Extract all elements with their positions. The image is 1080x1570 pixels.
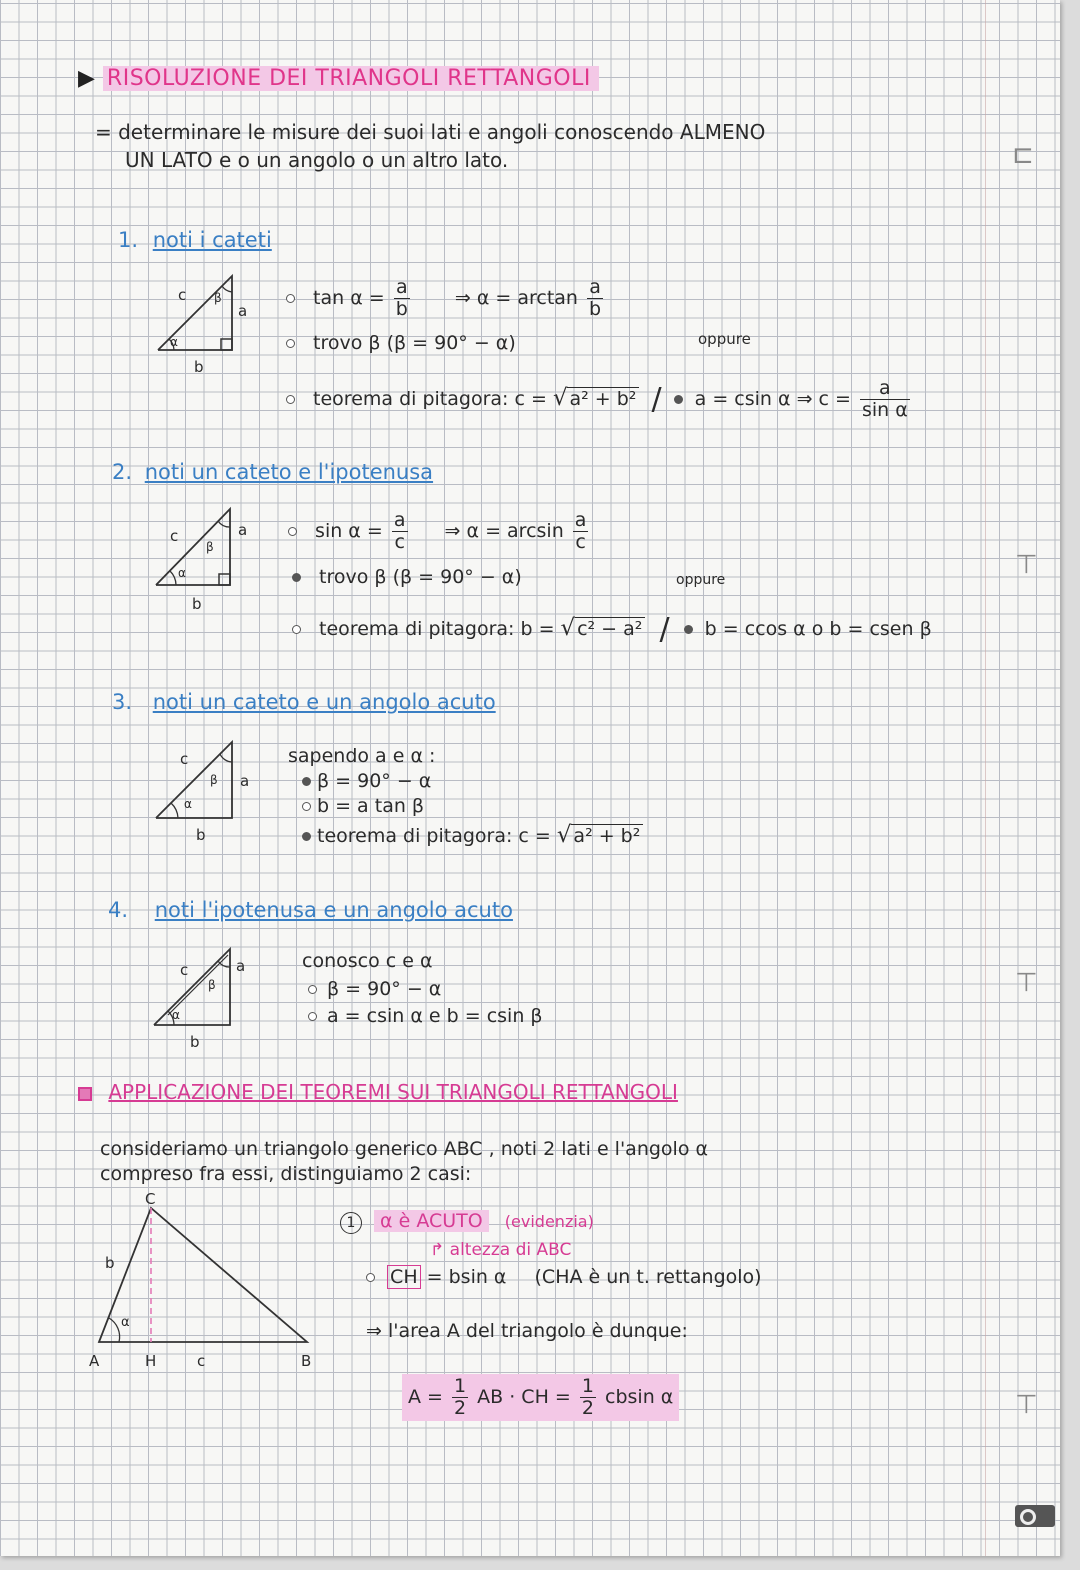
search-icon: [1015, 1505, 1055, 1527]
evidenzia-note: (evidenzia): [504, 1212, 594, 1231]
arctan-fraction: [587, 277, 603, 320]
a-b-formula: a = csin α e b = csin β: [327, 1005, 543, 1027]
arcsin-den: c: [575, 530, 586, 553]
case2-heading-text: noti un cateto e l'ipotenusa: [144, 460, 434, 484]
triangle-outline: [154, 949, 230, 1025]
case2-oppure: oppure: [676, 572, 726, 588]
label-c: c: [180, 961, 189, 979]
area-end: cbsin α: [605, 1385, 674, 1408]
case3-triangle-figure: [150, 740, 260, 850]
case1-pitagora-line: [286, 378, 913, 421]
label-b: b: [194, 358, 204, 376]
area-formula: [402, 1374, 679, 1421]
pitagora-radicand: a² + b²: [571, 824, 643, 847]
bullet-icon: [286, 294, 295, 303]
bullet-icon: [302, 802, 311, 811]
label-b: b: [192, 595, 202, 613]
bullet-icon: [286, 339, 295, 348]
altezza-text: altezza di ABC: [449, 1240, 572, 1260]
trovo-beta: trovo β (β = 90° − α): [319, 566, 522, 588]
section2-intro-1: consideriamo un triangolo generico ABC , noti 2 lati e l'angolo α: [100, 1138, 709, 1160]
tan-num: a: [394, 277, 410, 299]
sqrt-icon: √: [556, 822, 572, 848]
triangle-abc-outline: [99, 1208, 307, 1342]
bullet-icon: [302, 777, 311, 786]
beta-formula: β = 90° − α: [327, 978, 442, 1000]
half-num-2: 1: [581, 1375, 594, 1397]
binder-hole-mark: ⊤: [1015, 550, 1038, 580]
label-beta: β: [206, 540, 214, 554]
main-title-text: RISOLUZIONE DEI TRIANGOLI RETTANGOLI: [103, 66, 599, 91]
case2-triangle-figure: [150, 505, 260, 615]
binder-hole-mark: ⊤: [1015, 968, 1038, 998]
bullet-icon: [292, 625, 301, 634]
case2-trovo-line: [292, 566, 522, 588]
label-beta: β: [208, 978, 216, 992]
vertex-b: B: [301, 1352, 312, 1370]
alpha-arc: [109, 1318, 120, 1342]
case2-heading: [112, 460, 433, 484]
case1-triangle-figure: [150, 272, 260, 376]
case1-heading: [118, 228, 272, 252]
pitagora-radicand: a² + b²: [567, 387, 639, 410]
label-alpha: α: [170, 335, 178, 349]
case1-number: 1.: [118, 228, 139, 252]
area-intro-line: ⇒ l'area A del triangolo è dunque:: [366, 1320, 688, 1342]
play-triangle-icon: ▶: [78, 66, 96, 91]
trovo-beta: trovo β (β = 90° − α): [313, 332, 516, 354]
case4-line1: [308, 978, 441, 1000]
bullet-icon: [366, 1273, 375, 1282]
definition-line-1: = determinare le misure dei suoi lati e angoli conoscendo ALMENO: [95, 120, 766, 144]
bullet-icon: [674, 395, 683, 404]
tan-fraction: [394, 277, 410, 320]
tan-lhs: tan α =: [313, 286, 385, 309]
alpha-arc: [171, 803, 178, 818]
arctan-den: b: [589, 297, 602, 320]
label-b: b: [196, 826, 206, 844]
vertex-c: C: [145, 1190, 156, 1208]
alt-fraction: [860, 378, 910, 421]
bullet-icon: [288, 527, 297, 536]
case3-line3: [302, 822, 643, 848]
case3-number: 3.: [112, 690, 133, 714]
half-fraction-2: [580, 1376, 596, 1419]
b-formula: b = a tan β: [317, 795, 425, 817]
label-alpha: α: [178, 566, 186, 580]
case4-heading-text: noti l'ipotenusa e un angolo acuto: [154, 898, 513, 922]
sqrt-icon: √: [560, 615, 576, 641]
label-c: c: [170, 527, 179, 545]
case4-line2: [308, 1005, 543, 1027]
case3-intro: sapendo a e α :: [288, 745, 436, 767]
main-title: [78, 66, 599, 91]
case1-oppure: oppure: [698, 330, 751, 348]
case3-heading: [112, 690, 496, 714]
triangle-outline: [156, 742, 232, 818]
alt-formula: b = ccos α o b = csen β: [704, 618, 932, 640]
label-beta: β: [214, 291, 222, 305]
area-mid: AB · CH =: [477, 1385, 571, 1408]
label-alpha: α: [121, 1315, 130, 1330]
ch-formula: = bsin α: [426, 1266, 507, 1288]
circled-number: 1: [340, 1212, 362, 1234]
label-a: a: [236, 957, 246, 975]
sin-num: a: [393, 509, 406, 531]
case2-pitagora-line: [292, 612, 932, 647]
margin-line: [985, 0, 986, 1556]
tan-arrow: ⇒ α = arctan: [454, 286, 578, 309]
pitagora-lhs: teorema di pitagora: b =: [319, 618, 555, 640]
case1-heading-text: noti i cateti: [152, 228, 272, 252]
bullet-icon: [308, 1012, 317, 1021]
sin-lhs: sin α =: [315, 519, 383, 542]
right-angle-mark: [219, 574, 230, 585]
label-beta: β: [210, 773, 218, 787]
case1-trovo-line: [286, 332, 516, 354]
beta-arc: [222, 286, 232, 292]
label-c: c: [197, 1352, 206, 1370]
case1-tan-line: [286, 277, 606, 320]
binder-hole-mark: ⊤: [1015, 1390, 1038, 1420]
beta-arc: [220, 754, 232, 762]
alt-den: sin α: [861, 398, 908, 421]
half-fraction-1: [452, 1376, 468, 1419]
bullet-icon: [292, 573, 301, 582]
section2-title: [78, 1080, 678, 1104]
case2-sin-line: [288, 510, 591, 553]
cha-note: (CHA è un t. rettangolo): [534, 1266, 762, 1288]
area-a: A =: [408, 1385, 443, 1408]
definition-line-2: UN LATO e o un angolo o un altro lato.: [125, 148, 509, 172]
sin-arrow: ⇒ α = arcsin: [444, 519, 564, 542]
label-b: b: [105, 1254, 115, 1272]
beta-formula: β = 90° − α: [317, 770, 432, 792]
vertex-a: A: [89, 1352, 100, 1370]
label-alpha: α: [172, 1008, 180, 1022]
label-a: a: [240, 772, 250, 790]
label-a: a: [238, 302, 248, 320]
bullet-icon: [286, 395, 295, 404]
label-c: c: [180, 750, 189, 768]
case4-triangle-figure: [150, 945, 260, 1055]
section2-intro-2: compreso fra essi, distinguiamo 2 casi:: [100, 1163, 472, 1185]
case4-heading: [108, 898, 513, 922]
bullet-icon: [302, 832, 311, 841]
sqrt-icon: √: [552, 384, 568, 411]
beta-arc: [218, 961, 230, 967]
slash-separator: /: [651, 381, 662, 417]
label-a: a: [238, 521, 248, 539]
sin-fraction: [392, 510, 408, 553]
case3-line2: [302, 795, 424, 817]
case3-heading-text: noti un cateto e un angolo acuto: [152, 690, 496, 714]
right-angle-mark: [221, 339, 232, 350]
curved-arrow-icon: ↱: [430, 1240, 445, 1260]
alpha-arc: [170, 571, 176, 585]
arcsin-fraction: [573, 510, 589, 553]
altezza-note: [430, 1240, 571, 1260]
alt-lhs: a = csin α ⇒ c =: [694, 387, 851, 410]
case2-number: 2.: [112, 460, 133, 484]
sin-den: c: [394, 530, 405, 553]
square-bullet-icon: [78, 1087, 92, 1101]
beta-arc: [218, 521, 230, 527]
case-acute-heading: [340, 1210, 594, 1234]
alt-num: a: [860, 378, 910, 400]
half-num: 1: [454, 1375, 467, 1397]
pitagora-radicand: c² − a²: [575, 617, 645, 640]
ch-formula-line: [366, 1266, 762, 1288]
label-b: b: [190, 1033, 200, 1051]
pitagora-lhs: teorema di pitagora: c =: [313, 387, 547, 410]
bullet-icon: [684, 625, 693, 634]
arctan-num: a: [587, 277, 603, 299]
pitagora-lhs: teorema di pitagora: c =: [317, 825, 551, 847]
tan-den: b: [395, 297, 408, 320]
label-alpha: α: [184, 797, 192, 811]
generic-triangle-figure: [85, 1190, 325, 1380]
bullet-icon: [308, 985, 317, 994]
half-den-2: 2: [581, 1396, 594, 1419]
arcsin-num: a: [574, 509, 587, 531]
hypotenuse-highlight: [168, 955, 228, 1015]
alpha-acute-label: α è ACUTO: [374, 1210, 489, 1232]
ch-highlight: CH: [387, 1265, 421, 1289]
case3-line1: [302, 770, 431, 792]
section2-title-text: APPLICAZIONE DEI TEOREMI SUI TRIANGOLI RETTANGOLI: [108, 1080, 678, 1104]
half-den: 2: [454, 1396, 467, 1419]
label-c: c: [178, 286, 187, 304]
area-highlight: [402, 1374, 679, 1421]
case4-intro: conosco c e α: [302, 950, 433, 972]
slash-separator: /: [659, 612, 670, 647]
case4-number: 4.: [108, 898, 129, 922]
vertex-h: H: [145, 1352, 157, 1370]
binder-hole-mark: ⊏: [1012, 140, 1034, 170]
